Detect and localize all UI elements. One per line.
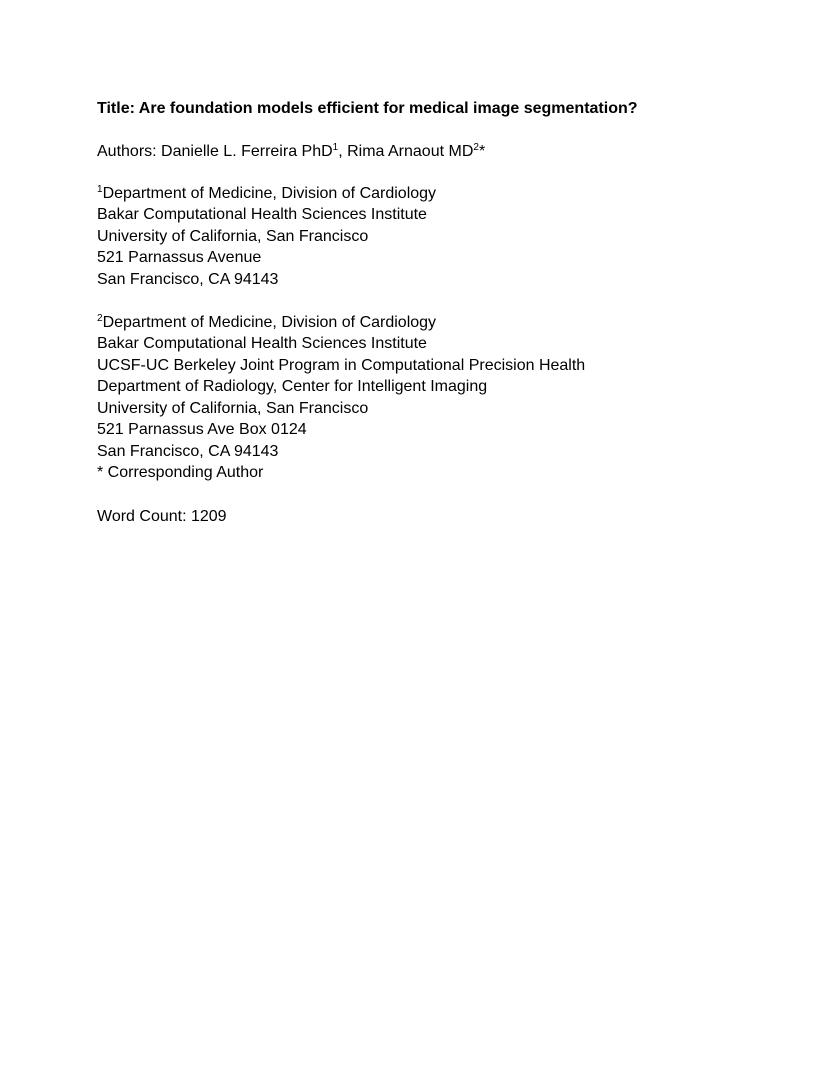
author-1-name: Danielle L. Ferreira PhD xyxy=(161,143,333,160)
affiliation-1-marker: 1 xyxy=(97,184,103,195)
corresponding-author-mark: * xyxy=(478,143,486,160)
affiliation-2-city: San Francisco, CA 94143 xyxy=(97,443,279,460)
affiliation-1-department: Department of Medicine, Division of Cardiology xyxy=(102,185,437,202)
affiliation-1-street: 521 Parnassus Avenue xyxy=(97,249,262,266)
author-1-affiliation-marker: 1 xyxy=(332,142,339,153)
affiliation-2-institute: Bakar Computational Health Sciences Institute xyxy=(97,335,427,352)
word-count: Word Count: 1209 xyxy=(97,508,227,525)
corresponding-author-note: * Corresponding Author xyxy=(97,464,264,481)
affiliation-1-line xyxy=(97,183,436,204)
paper-title: Title: Are foundation models efficient for medical image segmentation? xyxy=(97,100,638,117)
author-2-name: Rima Arnaout MD xyxy=(347,143,474,160)
author-2-affiliation-marker: 2 xyxy=(473,142,479,153)
affiliation-2-radiology: Department of Radiology, Center for Intelligent Imaging xyxy=(97,378,488,395)
authors-line xyxy=(97,141,485,162)
affiliation-2-street: 521 Parnassus Ave Box 0124 xyxy=(97,421,307,438)
affiliation-1-city: San Francisco, CA 94143 xyxy=(97,271,279,288)
affiliation-2-department: Department of Medicine, Division of Cardiology xyxy=(102,314,437,331)
affiliation-1-institute: Bakar Computational Health Sciences Institute xyxy=(97,206,427,223)
authors-separator: , xyxy=(338,143,348,160)
affiliation-2-university: University of California, San Francisco xyxy=(97,400,369,417)
affiliation-2-program: UCSF-UC Berkeley Joint Program in Computational Precision Health xyxy=(97,357,586,374)
affiliation-1-university: University of California, San Francisco xyxy=(97,228,369,245)
affiliation-2-line xyxy=(97,312,436,333)
authors-prefix: Authors: xyxy=(97,143,162,160)
affiliation-2-marker: 2 xyxy=(97,313,103,324)
